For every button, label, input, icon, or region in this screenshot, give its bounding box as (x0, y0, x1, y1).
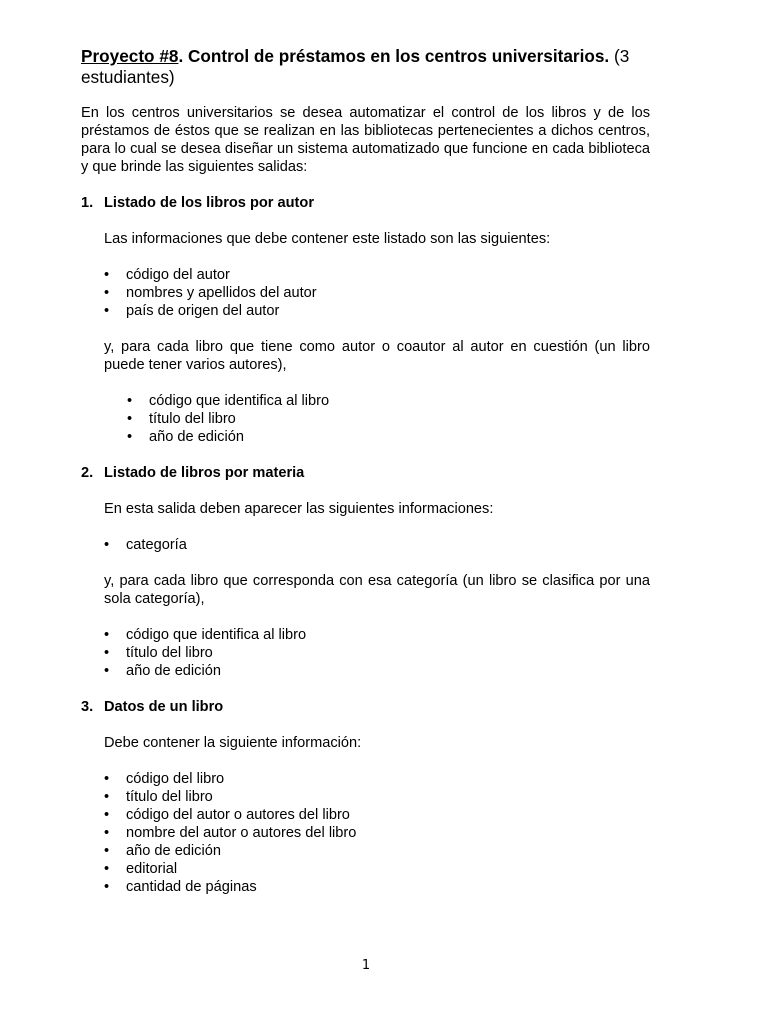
section-heading (81, 464, 650, 482)
section-title: Listado de libros por materia (104, 465, 305, 481)
page-number: 1 (361, 958, 371, 973)
section-heading (81, 698, 650, 716)
list-item: • título del libro (127, 411, 236, 427)
section-lead: Las informaciones que debe contener este listado son las siguientes: (104, 231, 551, 247)
section-heading (81, 194, 650, 212)
bullet: • (127, 393, 133, 409)
list-item: • código que identifica al libro (127, 393, 330, 409)
intro-paragraph: En los centros universitarios se desea automatizar el control de los libros y de los préstamos de éstos que se realizan en las bibliotecas pertenecientes a dichos centros, para lo cual se desea diseñar un sistema automatizado que funcione en cada biblioteca y que brinde las siguientes salidas: (81, 105, 650, 175)
bullet: • (104, 627, 110, 643)
bullet: • (104, 843, 110, 859)
document-title (81, 46, 650, 88)
bullet: • (104, 861, 110, 877)
section-title: Listado de los libros por autor (104, 195, 315, 211)
bullet: • (104, 825, 110, 841)
bullet: • (127, 411, 133, 427)
section-number: 3. (81, 699, 94, 715)
document-page (81, 46, 650, 896)
list-item: • país de origen del autor (104, 303, 280, 319)
list-item: • año de edición (104, 843, 221, 859)
bullet: • (104, 663, 110, 679)
list-item: • nombre del autor o autores del libro (104, 825, 357, 841)
bullet: • (104, 771, 110, 787)
bullet-list (81, 536, 650, 554)
bullet: • (104, 303, 110, 319)
title-extra: (3 estudiantes) (81, 46, 630, 87)
list-item: • cantidad de páginas (104, 879, 257, 895)
bullet: • (104, 789, 110, 805)
list-item: • año de edición (104, 663, 221, 679)
list-item: • nombres y apellidos del autor (104, 285, 317, 301)
list-item: • título del libro (104, 645, 213, 661)
section-title: Datos de un libro (104, 699, 224, 715)
bullet: • (104, 807, 110, 823)
section-lead: Debe contener la siguiente información: (104, 735, 362, 751)
section-lead: En esta salida deben aparecer las siguientes informaciones: (104, 501, 494, 517)
list-item: • código que identifica al libro (104, 627, 307, 643)
list-item: • categoría (104, 537, 187, 553)
list-item: • editorial (104, 861, 178, 877)
title-main: . Control de préstamos en los centros universitarios. (178, 46, 610, 66)
list-item: • código del libro (104, 771, 225, 787)
bullet: • (127, 429, 133, 445)
bullet: • (104, 879, 110, 895)
bullet: • (104, 267, 110, 283)
bullet-list (81, 266, 650, 320)
bullet: • (104, 645, 110, 661)
section-paragraph: y, para cada libro que corresponda con esa categoría (un libro se clasifica por una sola categoría), (104, 573, 650, 607)
section-number: 1. (81, 195, 94, 211)
bullet-list (81, 626, 650, 680)
bullet: • (104, 537, 110, 553)
bullet-list (81, 770, 650, 896)
list-item: • código del autor o autores del libro (104, 807, 350, 823)
bullet: • (104, 285, 110, 301)
section-paragraph: y, para cada libro que tiene como autor o coautor al autor en cuestión (un libro puede tener varios autores), (104, 339, 650, 373)
list-item: • código del autor (104, 267, 230, 283)
list-item: • título del libro (104, 789, 213, 805)
project-label: Proyecto #8 (81, 46, 179, 66)
section-number: 2. (81, 465, 94, 481)
list-item: • año de edición (127, 429, 244, 445)
nested-bullet-list (81, 392, 650, 446)
